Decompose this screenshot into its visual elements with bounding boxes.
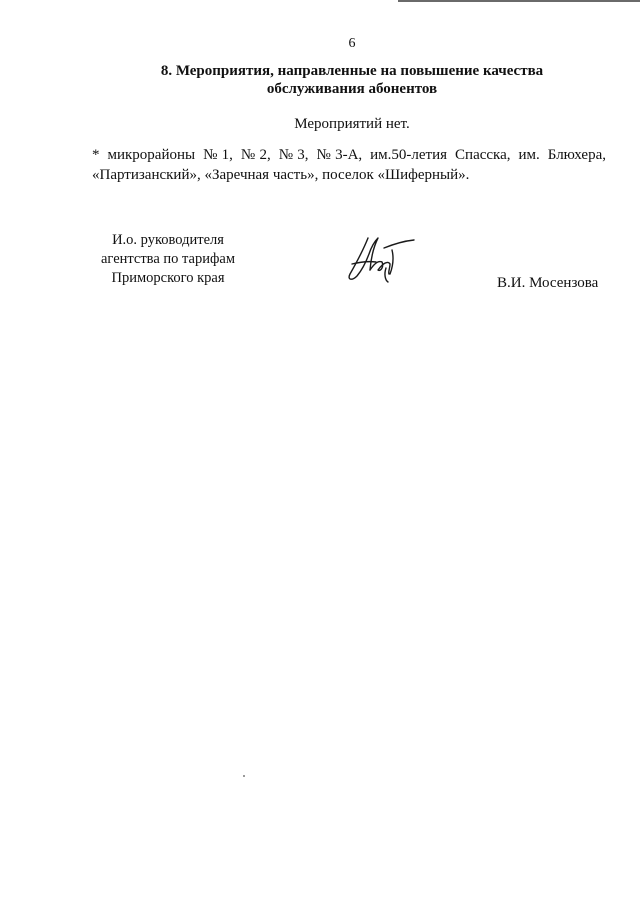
- signer-position-line3: Приморского края: [111, 270, 225, 286]
- no-measures-text: Мероприятий нет.: [294, 116, 410, 132]
- footnote-line2: «Партизанский», «Заречная часть», поселок «Шиферный».: [92, 167, 470, 183]
- signer-name: В.И. Мосензова: [497, 275, 599, 291]
- footnote: [92, 145, 606, 185]
- signer-position-line2: агентства по тарифам: [101, 251, 235, 267]
- page-number: 6: [348, 36, 356, 51]
- footnote-line1: * микрорайоны №1, №2, №3, №3-А, им.50-летия Спасска, им. Блюхера,: [92, 147, 606, 163]
- signer-position-line1: И.о. руководителя: [112, 232, 224, 248]
- section-title: [0, 62, 640, 98]
- handwritten-signature: [338, 224, 428, 290]
- signer-position: [88, 231, 248, 288]
- section-title-line1: 8. Мероприятия, направленные на повышение качества: [160, 63, 544, 79]
- scan-speck: [243, 775, 245, 777]
- top-edge-rule: [398, 0, 640, 2]
- section-title-line2: обслуживания абонентов: [266, 81, 438, 97]
